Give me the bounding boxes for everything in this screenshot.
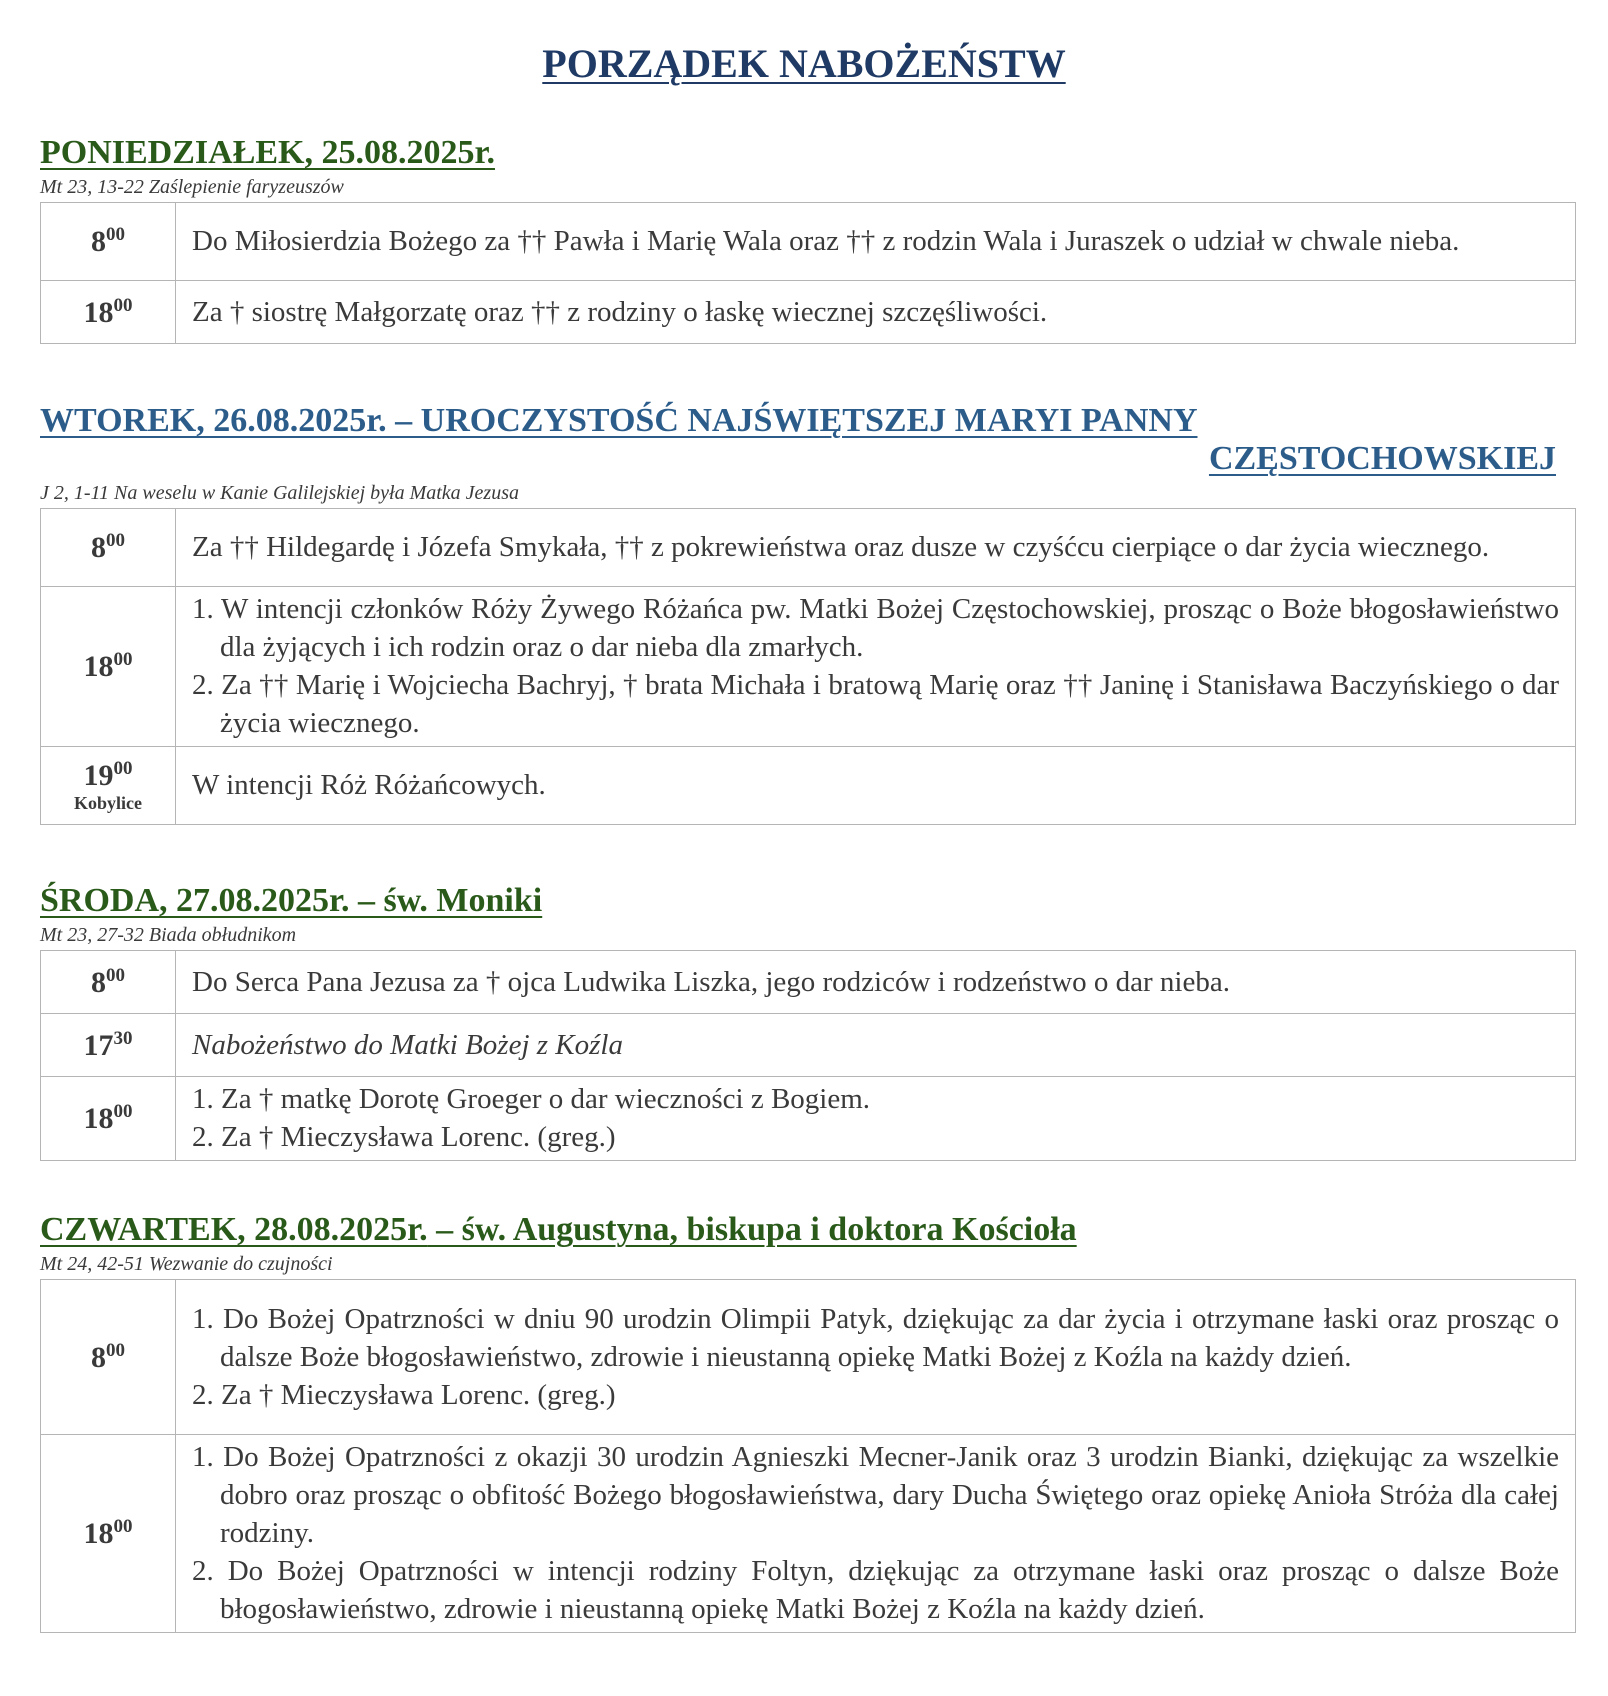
day-monday [40,134,1576,344]
mass-time: $18^{00}$ [41,587,176,747]
mass-row [41,281,1576,344]
day-date: PONIEDZIAŁEK, 25.08.2025r. [40,134,495,171]
day-date: CZWARTEK, 28.08.2025r. [40,1211,428,1248]
day-heading [40,134,1576,172]
mass-place: Kobylice [74,793,142,813]
intention-item: 2. Do Bożej Opatrzności w intencji rodziny Foltyn, dziękując za otrzymane łaski oraz prosząc o dalsze Boże błogosławieństwo, zdrowie i nieustanną opiekę Matki Bożej z Koźla na każdy dzień. [192,1555,1559,1625]
gospel-reading: Mt 24, 42-51 Wezwanie do czujności [40,1253,333,1275]
mass-time: $8^{00}$ [41,509,176,587]
intention-item: 1. Do Bożej Opatrzności w dniu 90 urodzin Olimpii Patyk, dziękując za dar życia i otrzymane łaski oraz prosząc o dalsze Boże błogosławieństwo, zdrowie i nieustanną opiekę Matki Bożej z Koźla na każdy dzień. [192,1302,1559,1373]
day-heading [40,402,1576,478]
intention-item: 1. W intencji członków Róży Żywego Różańca pw. Matki Bożej Częstochowskiej, prosząc o Boże błogosławieństwo dla żyjących i ich rodzin oraz o dar nieba dla zmarłych. [192,593,1559,663]
mass-intention: Za † siostrę Małgorzatę oraz †† z rodziny o łaskę wiecznej szczęśliwości. [176,281,1576,344]
mass-intention: W intencji Róż Różańcowych. [176,747,1576,825]
mass-time: $19^{00}$ Kobylice [41,747,176,825]
day-date: ŚRODA, 27.08.2025r. [40,882,350,919]
mass-time: $18^{00}$ [41,281,176,344]
mass-time: $8^{00}$ [41,951,176,1014]
mass-intention: Do Miłosierdzia Bożego za †† Pawła i Marię Wala oraz †† z rodzin Wala i Juraszek o udział w chwale nieba. [176,203,1576,281]
gospel-reading: Mt 23, 13-22 Zaślepienie faryzeuszów [40,176,344,198]
intention-item: 2. Za † Mieczysława Lorenc. (greg.) [192,1378,616,1411]
mass-intention [176,1280,1576,1435]
mass-intention: Nabożeństwo do Matki Bożej z Koźla [176,1014,1576,1077]
mass-row [41,1280,1576,1435]
mass-table [40,1279,1576,1633]
mass-intention [176,1077,1576,1161]
mass-row [41,587,1576,747]
mass-row [41,1014,1576,1077]
day-thursday [40,1211,1576,1633]
gospel-reading: Mt 23, 27-32 Biada obłudnikom [40,924,297,946]
mass-intention: Do Serca Pana Jezusa za † ojca Ludwika Liszka, jego rodziców i rodzeństwo o dar nieba. [176,951,1576,1014]
mass-row [41,1077,1576,1161]
intention-item: 2. Za † Mieczysława Lorenc. (greg.) [192,1121,616,1153]
mass-time: $8^{00}$ [41,1280,176,1435]
day-tuesday [40,402,1576,825]
mass-row [41,1435,1576,1633]
day-heading-line2: CZĘSTOCHOWSKIEJ [1208,440,1556,477]
day-heading-line1: WTOREK, 26.08.2025r. – UROCZYSTOŚĆ NAJŚWIĘTSZEJ MARYI PANNY [40,402,1198,439]
gospel-reading: J 2, 1-11 Na weselu w Kanie Galilejskiej była Matka Jezusa [40,482,519,504]
mass-row [41,203,1576,281]
mass-intention [176,1435,1576,1633]
mass-table [40,202,1576,344]
mass-row [41,747,1576,825]
mass-time: $8^{00}$ [41,203,176,281]
day-heading [40,1211,1576,1249]
day-wednesday [40,882,1576,1161]
mass-time: $18^{00}$ [41,1435,176,1633]
mass-row [41,509,1576,587]
mass-intention: Za †† Hildegardę i Józefa Smykała, †† z pokrewieństwa oraz dusze w czyśćcu cierpiące o dar życia wiecznego. [176,509,1576,587]
day-feast: – św. Augustyna, biskupa i doktora Kościoła [427,1211,1077,1248]
intention-item: 1. Za † matkę Dorotę Groeger o dar wieczności z Bogiem. [192,1083,871,1115]
mass-time: $17^{30}$ [41,1014,176,1077]
mass-table [40,950,1576,1161]
mass-time: $18^{00}$ [41,1077,176,1161]
mass-intention [176,587,1576,747]
day-feast: – św. Moniki [349,882,543,919]
page-title: PORZĄDEK NABOŻEŃSTW [542,41,1066,86]
mass-table [40,508,1576,825]
intention-item: 2. Za †† Marię i Wojciecha Bachryj, † brata Michała i bratową Marię oraz †† Janinę i Stanisława Baczyńskiego o dar życia wiecznego. [192,669,1559,739]
day-heading [40,882,1576,920]
mass-row [41,951,1576,1014]
intention-item: 1. Do Bożej Opatrzności z okazji 30 urodzin Agnieszki Mecner-Janik oraz 3 urodzin Bianki, dziękując za wszelkie dobro oraz prosząc o obfitość Bożego błogosławieństwa, dary Ducha Świętego oraz opiekę Anioła Stróża dla całej rodziny. [192,1441,1559,1549]
